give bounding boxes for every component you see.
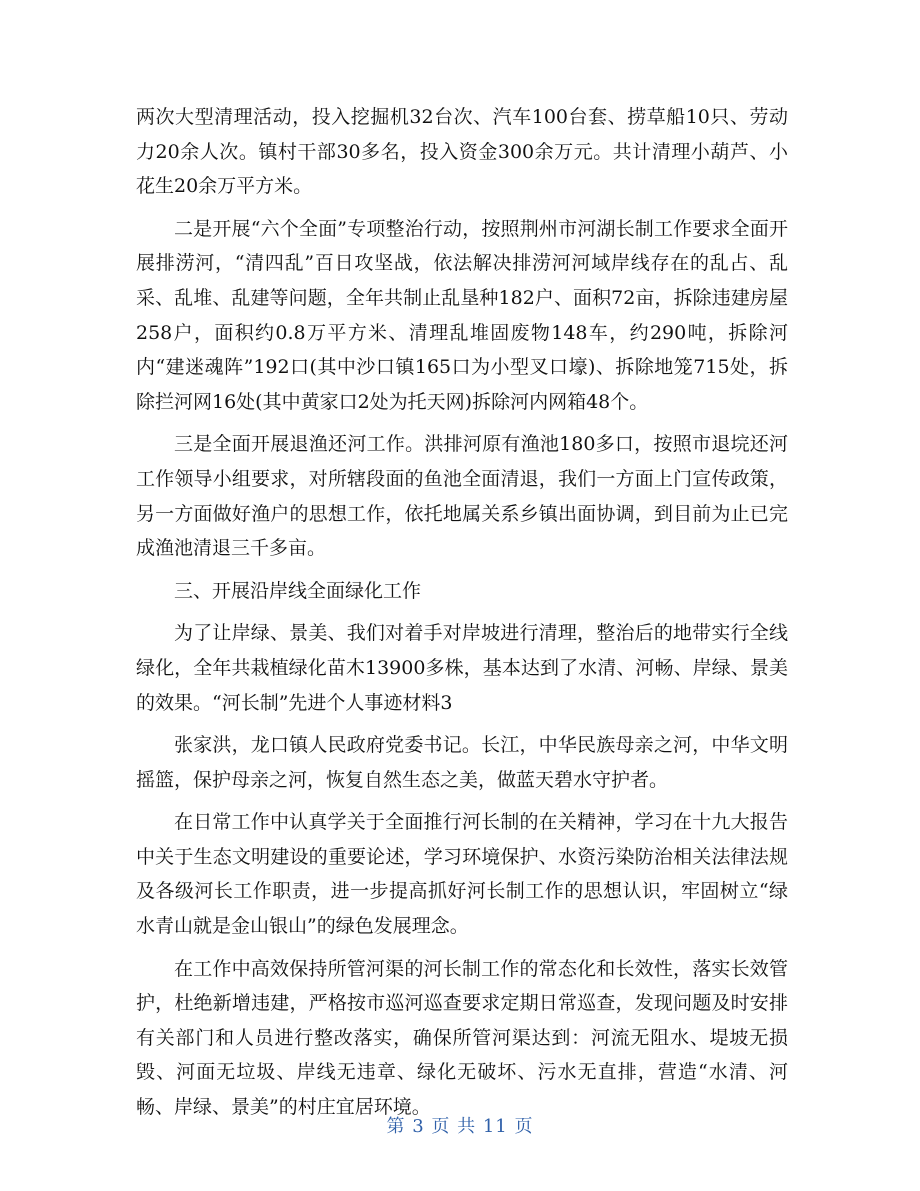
paragraph-4: 为了让岸绿、景美、我们对着手对岸坡进行清理，整治后的地带实行全线绿化，全年共栽植绿化苗木13900多株，基本达到了水清、河畅、岸绿、景美的效果。“河长制”先进个人事迹材料3 xyxy=(136,622,788,714)
page-number: 第 3 页 共 11 页 xyxy=(386,1116,534,1137)
paragraph-7: 在工作中高效保持所管河渠的河长制工作的常态化和长效性，落实长效管护，杜绝新增违建，严格按市巡河巡查要求定期日常巡查，发现问题及时安排有关部门和人员进行整改落实，确保所管河渠达到：河流无阻水、堤坡无损毁、河面无垃圾、岸线无违章、绿化无破坏、污水无直排，营造“水清、河畅、岸绿、景美”的村庄宜居环境。 xyxy=(136,957,788,1119)
paragraph-3: 三是全面开展退渔还河工作。洪排河原有渔池180多口，按照市退垸还河工作领导小组要求，对所辖段面的鱼池全面清退，我们一方面上门宣传政策，另一方面做好渔户的思想工作，依托地属关系乡镇出面协调，到目前为止已完成渔池清退三千多亩。 xyxy=(136,433,788,560)
paragraph-2: 二是开展“六个全面”专项整治行动，按照荆州市河湖长制工作要求全面开展排涝河，“清四乱”百日攻坚战，依法解决排涝河河域岸线存在的乱占、乱采、乱堆、乱建等问题，全年共制止乱垦种182户、面积72亩，拆除违建房屋258户，面积约0.8万平方米、清理乱堆固废物148车，约290吨，拆除河内“建迷魂阵”192口(其中沙口镇165口为小型叉口壕)、拆除地笼715处，拆除拦河网16处(其中黄家口2处为托天网)拆除河内网箱48个。 xyxy=(136,217,788,413)
paragraph-5: 张家洪，龙口镇人民政府党委书记。长江，中华民族母亲之河，中华文明摇篮，保护母亲之河，恢复自然生态之美，做蓝天碧水守护者。 xyxy=(136,734,788,791)
paragraph-1: 两次大型清理活动，投入挖掘机32台次、汽车100台套、捞草船10只、劳动力20余人次。镇村干部30多名，投入资金300余万元。共计清理小葫芦、小花生20余万平方米。 xyxy=(136,106,788,198)
paragraph-6: 在日常工作中认真学关于全面推行河长制的在关精神，学习在十九大报告中关于生态文明建设的重要论述，学习环境保护、水资污染防治相关法律法规及各级河长工作职责，进一步提高抓好河长制工作的思想认识，牢固树立“绿水青山就是金山银山”的绿色发展理念。 xyxy=(136,811,788,938)
page-footer xyxy=(0,1112,920,1138)
section-heading: 三、开展沿岸线全面绿化工作 xyxy=(174,579,422,602)
document-body xyxy=(136,100,788,1133)
